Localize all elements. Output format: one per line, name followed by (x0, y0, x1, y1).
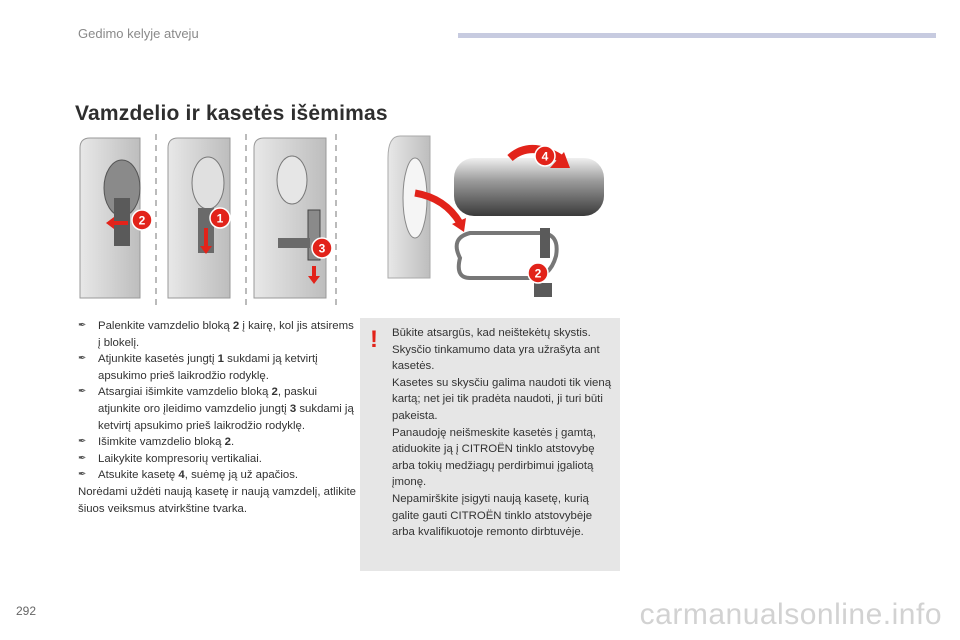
callout-3 (312, 238, 332, 258)
svg-text:2: 2 (138, 213, 146, 228)
header-section-label: Gedimo kelyje atveju (78, 26, 199, 41)
header-bar (458, 33, 936, 38)
svg-text:3: 3 (318, 241, 326, 256)
bullet-icon: ✒ (78, 452, 87, 464)
step-item: ✒ Išimkite vamzdelio bloką 2. (78, 434, 358, 451)
section-title: Vamzdelio ir kasetės išėmimas (75, 102, 388, 125)
figure-panel-1 (80, 138, 140, 298)
step-item: ✒ Palenkite vamzdelio bloką 2 į kairę, kol jis atsirems į blokelį. (78, 320, 354, 349)
page-number: 292 (16, 604, 37, 618)
bullet-icon: ✒ (78, 436, 87, 448)
warning-text (392, 325, 614, 541)
callout-1 (210, 208, 230, 228)
callout-2-right (528, 263, 548, 283)
figure-panel-4 (388, 136, 604, 297)
step-item: ✒ Atsukite kasetę 4, suėmę ją už apačios. (78, 467, 358, 484)
warning-paragraph: Būkite atsargūs, kad neištekėtų skystis. Skysčio tinkamumo data yra užrašyta ant kasetės. (392, 327, 600, 373)
svg-text:4: 4 (541, 149, 549, 164)
svg-text:1: 1 (216, 211, 224, 226)
bullet-icon: ✒ (78, 469, 87, 481)
bullet-icon: ✒ (78, 320, 87, 331)
warning-paragraph: Panaudoję neišmeskite kasetės į gamtą, atiduokite ją į CITROËN tinklo atstovybę arba tokių medžiagų perdirbimui įgaliotą įmonę. (392, 426, 596, 489)
step-item: ✒ Laikykite kompresorių vertikaliai. (78, 451, 358, 468)
closing-note: Norėdami uždėti naują kasetę ir naują vamzdelį, atlikite šiuos veiksmus atvirkštine tvarka. (78, 485, 356, 515)
figure-panel-3 (254, 138, 326, 298)
svg-text:2: 2 (534, 266, 542, 281)
bullet-icon: ✒ (78, 386, 87, 398)
warning-exclamation-icon: ! (370, 326, 378, 353)
warning-paragraph: Kasetes su skysčiu galima naudoti tik vieną kartą; net jei tik pradėta naudoti, ji turi būti pakeista. (392, 376, 612, 422)
warning-paragraph: Nepamirškite įsigyti naują kasetę, kurią galite gauti CITROËN tinklo atstovybėje arba kvalifikuotoje remonto dirbtuvėje. (392, 492, 593, 539)
illustration-panel (70, 128, 630, 313)
callout-2-left (132, 210, 152, 230)
bullet-icon: ✒ (78, 353, 87, 365)
step-item: ✒ Atjunkite kasetės jungtį 1 sukdami ją ketvirtį apsukimo prieš laikrodžio rodyklę. (78, 353, 318, 382)
callout-4 (535, 146, 555, 166)
steps-list (78, 318, 358, 517)
step-item: ✒ Atsargiai išimkite vamzdelio bloką 2, paskui atjunkite oro įleidimo vamzdelio jungtį 3 sukdami ją ketvirtį apsukimo prieš laikrodžio rodyklę. (78, 386, 354, 432)
watermark: carmanualsonline.info (639, 598, 942, 631)
warning-box (360, 318, 620, 571)
